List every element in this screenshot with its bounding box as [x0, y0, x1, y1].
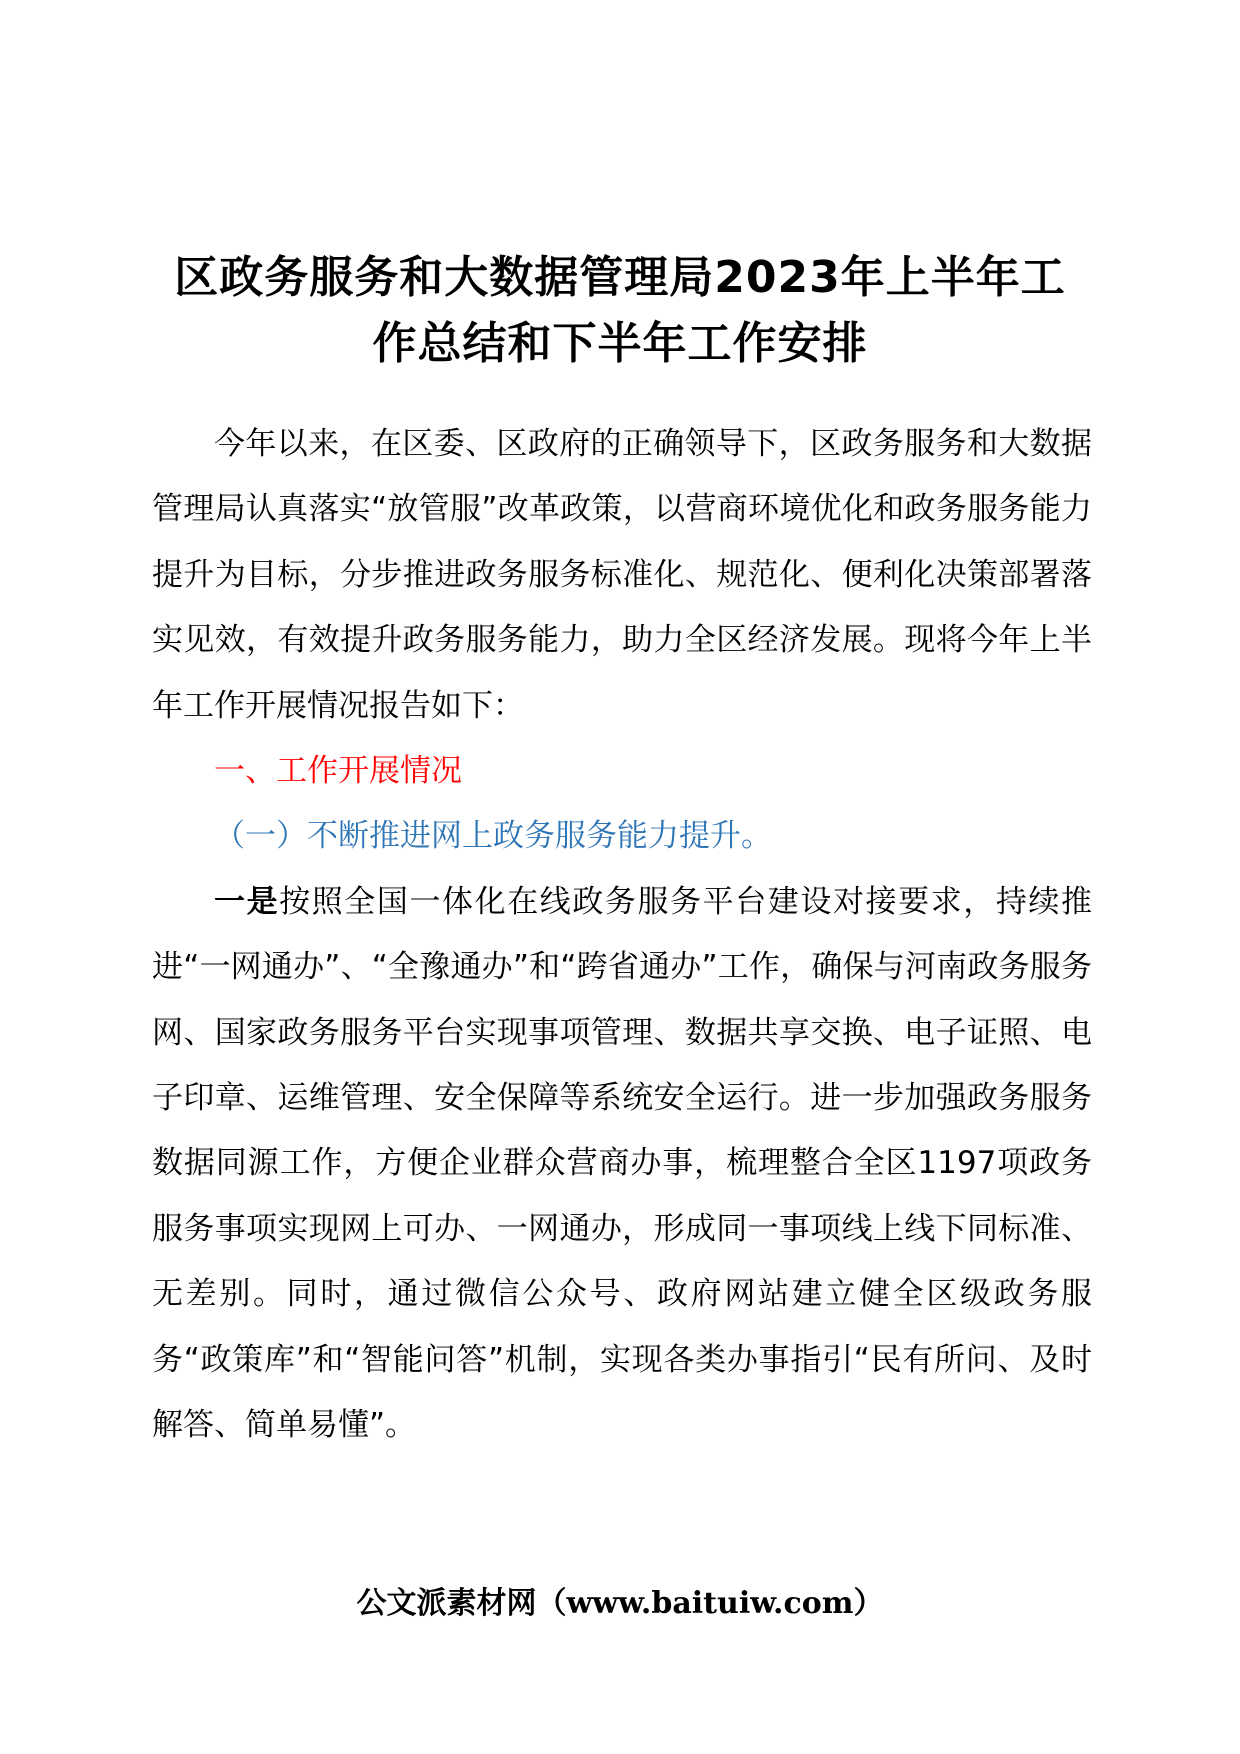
footer-watermark: [0, 1582, 1240, 1626]
document-body: [152, 412, 1092, 1459]
point-paragraph: [152, 870, 1092, 1459]
footer-url: www.baituiw.com: [566, 1586, 854, 1621]
footer-site-name: 公文派素材网: [356, 1586, 537, 1621]
title-line-1: 区政务服务和大数据管理局2023年上半年工: [174, 252, 1066, 303]
footer-paren-close: ）: [853, 1586, 884, 1621]
document-title: [150, 245, 1090, 377]
title-line-2: 作总结和下半年工作安排: [372, 318, 868, 369]
point-text: 按照全国一体化在线政务服务平台建设对接要求，持续推进“一网通办”、“全豫通办”和“跨省通办”工作，确保与河南政务服务网、国家政务服务平台实现事项管理、数据共享交换、电子证照、电子印章、运维管理、安全保障等系统安全运行。进一步加强政务服务数据同源工作，方便企业群众营商办事，梳理整合全区1197项政务服务事项实现网上可办、一网通办，形成同一事项线上线下同标准、无差别。同时，通过微信公众号、政府网站建立健全区级政务服务“政策库”和“智能问答”机制，实现各类办事指引“民有所问、及时解答、简单易懂”。: [152, 883, 1092, 1444]
section-heading: 一、工作开展情况: [214, 753, 462, 790]
intro-paragraph: 今年以来，在区委、区政府的正确领导下，区政务服务和大数据管理局认真落实“放管服”改革政策，以营商环境优化和政务服务能力提升为目标，分步推进政务服务标准化、规范化、便利化决策部署落实见效，有效提升政务服务能力，助力全区经济发展。现将今年上半年工作开展情况报告如下：: [152, 426, 1092, 724]
point-lead: 一是: [214, 883, 280, 920]
subsection-heading: （一）不断推进网上政务服务能力提升。: [214, 818, 772, 855]
footer-paren-open: （: [536, 1586, 567, 1621]
